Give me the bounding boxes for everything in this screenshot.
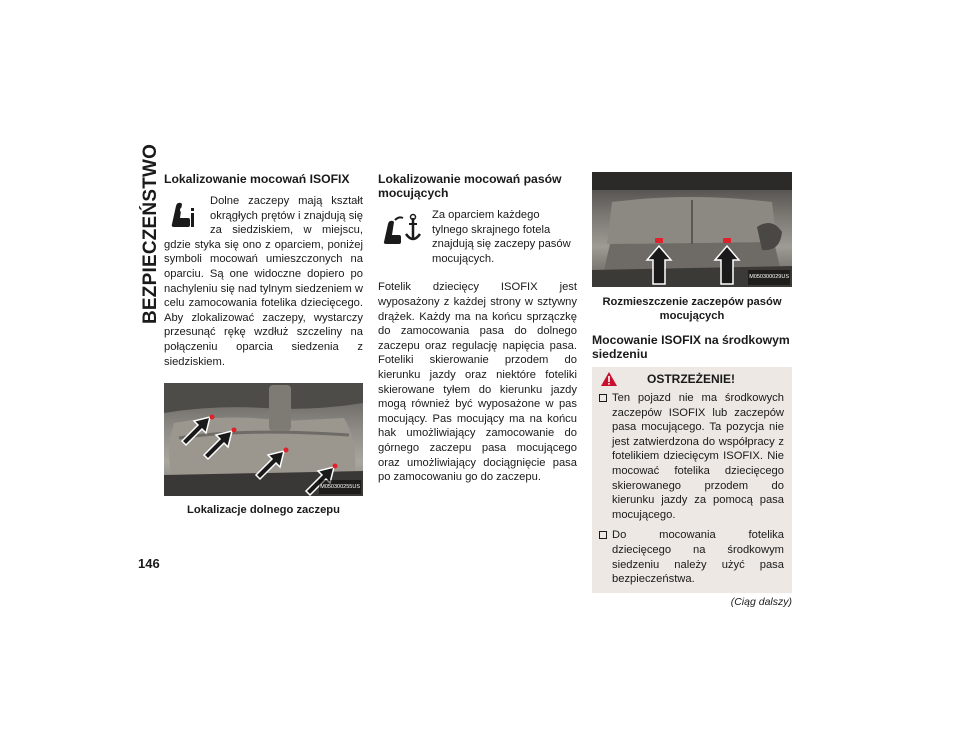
warning-title-text: OSTRZEŻENIE! — [646, 372, 735, 386]
caption-lower-anchor: Lokalizacje dolnego zaczepu — [187, 504, 340, 517]
warning-item — [598, 391, 784, 522]
photo-code: M050300029US — [748, 270, 790, 285]
lower-anchor-photo — [164, 383, 363, 496]
heading-center-seat: Mocowanie ISOFIX na środkowym siedzeniu — [592, 333, 790, 361]
bullet-square-icon — [599, 394, 607, 402]
continued-note: (Ciąg dalszy) — [730, 595, 792, 608]
column-center-seat — [592, 172, 792, 609]
page-number: 146 — [138, 556, 160, 571]
warning-box — [592, 367, 792, 593]
warning-item-text: Ten pojazd nie ma środkowych zaczepów ISOFIX lub zaczepów pasa mocującego. Ta pozycja nie jest zatwierdzona do współpracy z fotelikiem dziecięcym ISOFIX. Nie mocować fotelika dziecięcego skierowanego przodem do kierunku jazdy za pomocą pasa mocującego. — [612, 392, 784, 521]
bullet-square-icon — [599, 531, 607, 539]
warning-item — [598, 528, 784, 586]
heading-tether-location: Lokalizowanie mocowań pasów mocujących — [378, 172, 562, 200]
top-tether-anchor-icon — [378, 210, 424, 250]
tether-anchor-photo — [592, 172, 792, 287]
column-isofix-lower-anchors — [164, 172, 363, 517]
caption-tether-anchor: Rozmieszczenie zaczepów pasów mocujących — [602, 296, 782, 322]
warning-triangle-icon — [600, 371, 618, 387]
column-tether-anchors — [378, 172, 577, 485]
isofix-body-text: Dolne zaczepy mają kształt okrągłych prętów i znajdują się za siedziskiem, w miejscu, gdzie styka się ono z oparciem, poniżej symboli mocowań umieszczonych na oparciu. Są one widoczne dopiero po nachyleniu się nad tylnym siedzeniem w celu zamocowania fotelika dziecięcego. Aby zlokalizować zaczepy, wystarczy przesunąć rękę wzdłuż szczeliny na połączeniu oparcia siedzenia z siedziskiem. — [164, 195, 363, 368]
warning-title — [598, 371, 784, 388]
tether-icon-text: Za oparciem każdego tylnego skrajnego fotela znajdują się zaczepy pasów mocujących. — [432, 209, 571, 265]
isofix-child-seat-icon — [168, 198, 198, 232]
section-side-title: BEZPIECZEŃSTWO — [140, 143, 161, 324]
tether-body-text: Fotelik dziecięcy ISOFIX jest wyposażony z każdej strony w sztywny drążek. Każdy ma na końcu sprzączkę do zamocowania pasa do dolnego zaczepu oraz regulację napięcia pasa. Foteliki skierowanie przodem do kierunku jazdy oraz niektóre foteliki skierowane tyłem do kierunku jazdy mogą również być wyposażone w pas mocujący. Pas mocujący ma na końcu hak umożliwiający zamocowanie do górnego zaczepu pasa mocującego oraz umożliwiający dociągnięcie pasa po zamocowaniu go do zaczepu. — [378, 281, 577, 484]
heading-isofix-location: Lokalizowanie mocowań ISOFIX — [164, 172, 350, 186]
photo-code: M050300255US — [319, 480, 361, 495]
warning-item-text: Do mocowania fotelika dziecięcego na środkowym siedzeniu należy użyć pasa bezpieczeństwa. — [612, 529, 784, 586]
